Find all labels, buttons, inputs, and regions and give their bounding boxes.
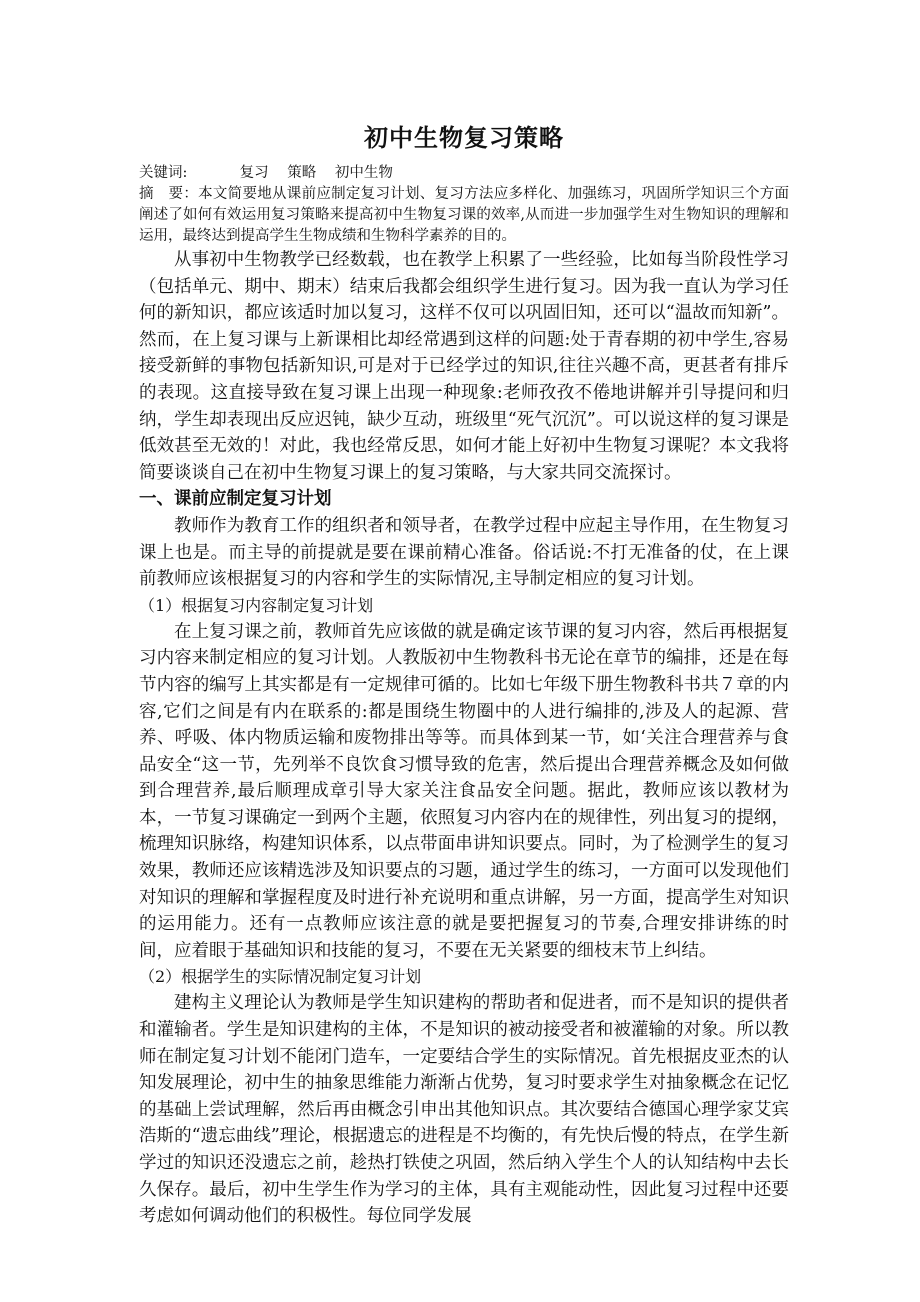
keyword-1: 复习 [239,165,269,181]
document-page [139,118,789,1230]
keywords-line [139,163,789,184]
keywords-label: 关键词: [139,165,188,181]
subsection-2-heading: （2）根据学生的实际情况制定复习计划 [139,967,422,987]
section-1-paragraph: 教师作为教育工作的组织者和领导者，在教学过程中应起主导作用，在生物复习课上也是。而主导的前提就是要在课前精心准备。俗话说:不打无准备的仗，在上课前教师应该根据复习的内容和学生的实际情况,主导制定相应的复习计划。 [139,515,789,590]
keyword-2: 策略 [287,165,317,181]
abstract: 摘 要：本文简要地从课前应制定复习计划、复习方法应多样化、加强练习，巩固所学知识三个方面阐述了如何有效运用复习策略来提高初中生物复习课的效率,从而进一步加强学生对生物知识的理解和运用，最终达到提高学生生物成绩和生物科学素养的目的。 [139,186,789,244]
section-1-heading: 一、课前应制定复习计划 [139,489,332,510]
keyword-3: 初中生物 [334,165,393,181]
subsection-1-heading: （1）根据复习内容制定复习计划 [139,595,374,615]
document-title: 初中生物复习策略 [364,124,564,152]
subsection-1-paragraph: 在上复习课之前，教师首先应该做的就是确定该节课的复习内容，然后再根据复习内容来制定相应的复习计划。人教版初中生物教科书无论在章节的编排，还是在每节内容的编写上其实都是有一定规律可循的。比如七年级下册生物教科书共７章的内容,它们之间是有内在联系的:都是围绕生物圈中的人进行编排的,涉及人的起源、营养、呼吸、体内物质运输和废物排出等等。而具体到某一节，如‘关注合理营养与食品安全“这一节，先列举不良饮食习惯导致的危害，然后提出合理营养概念及如何做到合理营养,最后顺理成章引导大家关注食品安全问题。据此，教师应该以教材为本，一节复习课确定一到两个主题，依照复习内容内在的规律性，列出复习的提纲，梳理知识脉络，构建知识体系，以点带面串讲知识要点。同时，为了检测学生的复习效果，教师还应该精选涉及知识要点的习题，通过学生的练习，一方面可以发现他们对知识的理解和掌握程度及时进行补充说明和重点讲解，另一方面，提高学生对知识的运用能力。还有一点教师应该注意的就是要把握复习的节奏,合理安排讲练的时间，应着眼于基础知识和技能的复习，不要在无关紧要的细枝末节上纠结。 [139,621,789,961]
subsection-2-paragraph: 建构主义理论认为教师是学生知识建构的帮助者和促进者，而不是知识的提供者和灌输者。学生是知识建构的主体，不是知识的被动接受者和被灌输的对象。所以教师在制定复习计划不能闭门造车，一定要结合学生的实际情况。首先根据皮亚杰的认知发展理论，初中生的抽象思维能力渐渐占优势，复习时要求学生对抽象概念在记忆的基础上尝试理解，然后再由概念引申出其他知识点。其次要结合德国心理学家艾宾浩斯的“遗忘曲线”理论，根据遗忘的进程是不均衡的，有先快后慢的特点，在学生新学过的知识还没遗忘之前，趁热打铁使之巩固，然后纳入学生个人的认知结构中去长久保存。最后，初中生学生作为学习的主体，具有主观能动性，因此复习过程中还要考虑如何调动他们的积极性。每位同学发展 [139,993,789,1227]
intro-paragraph: 从事初中生物教学已经数载，也在教学上积累了一些经验，比如每当阶段性学习（包括单元、期中、期末）结束后我都会组织学生进行复习。因为我一直认为学习任何的新知识，都应该适时加以复习，这样不仅可以巩固旧知，还可以“温故而知新”。然而，在上复习课与上新课相比却经常遇到这样的问题:处于青春期的初中学生,容易接受新鲜的事物包括新知识,可是对于已经学过的知识,往往兴趣不高，更甚者有排斥的表现。这直接导致在复习课上出现一种现象:老师孜孜不倦地讲解并引导提问和归纳，学生却表现出反应迟钝，缺少互动，班级里“死气沉沉”。可以说这样的复习课是低效甚至无效的！对此，我也经常反思，如何才能上好初中生物复习课呢？本文我将简要谈谈自己在初中生物复习课上的复习策略，与大家共同交流探讨。 [139,250,789,483]
